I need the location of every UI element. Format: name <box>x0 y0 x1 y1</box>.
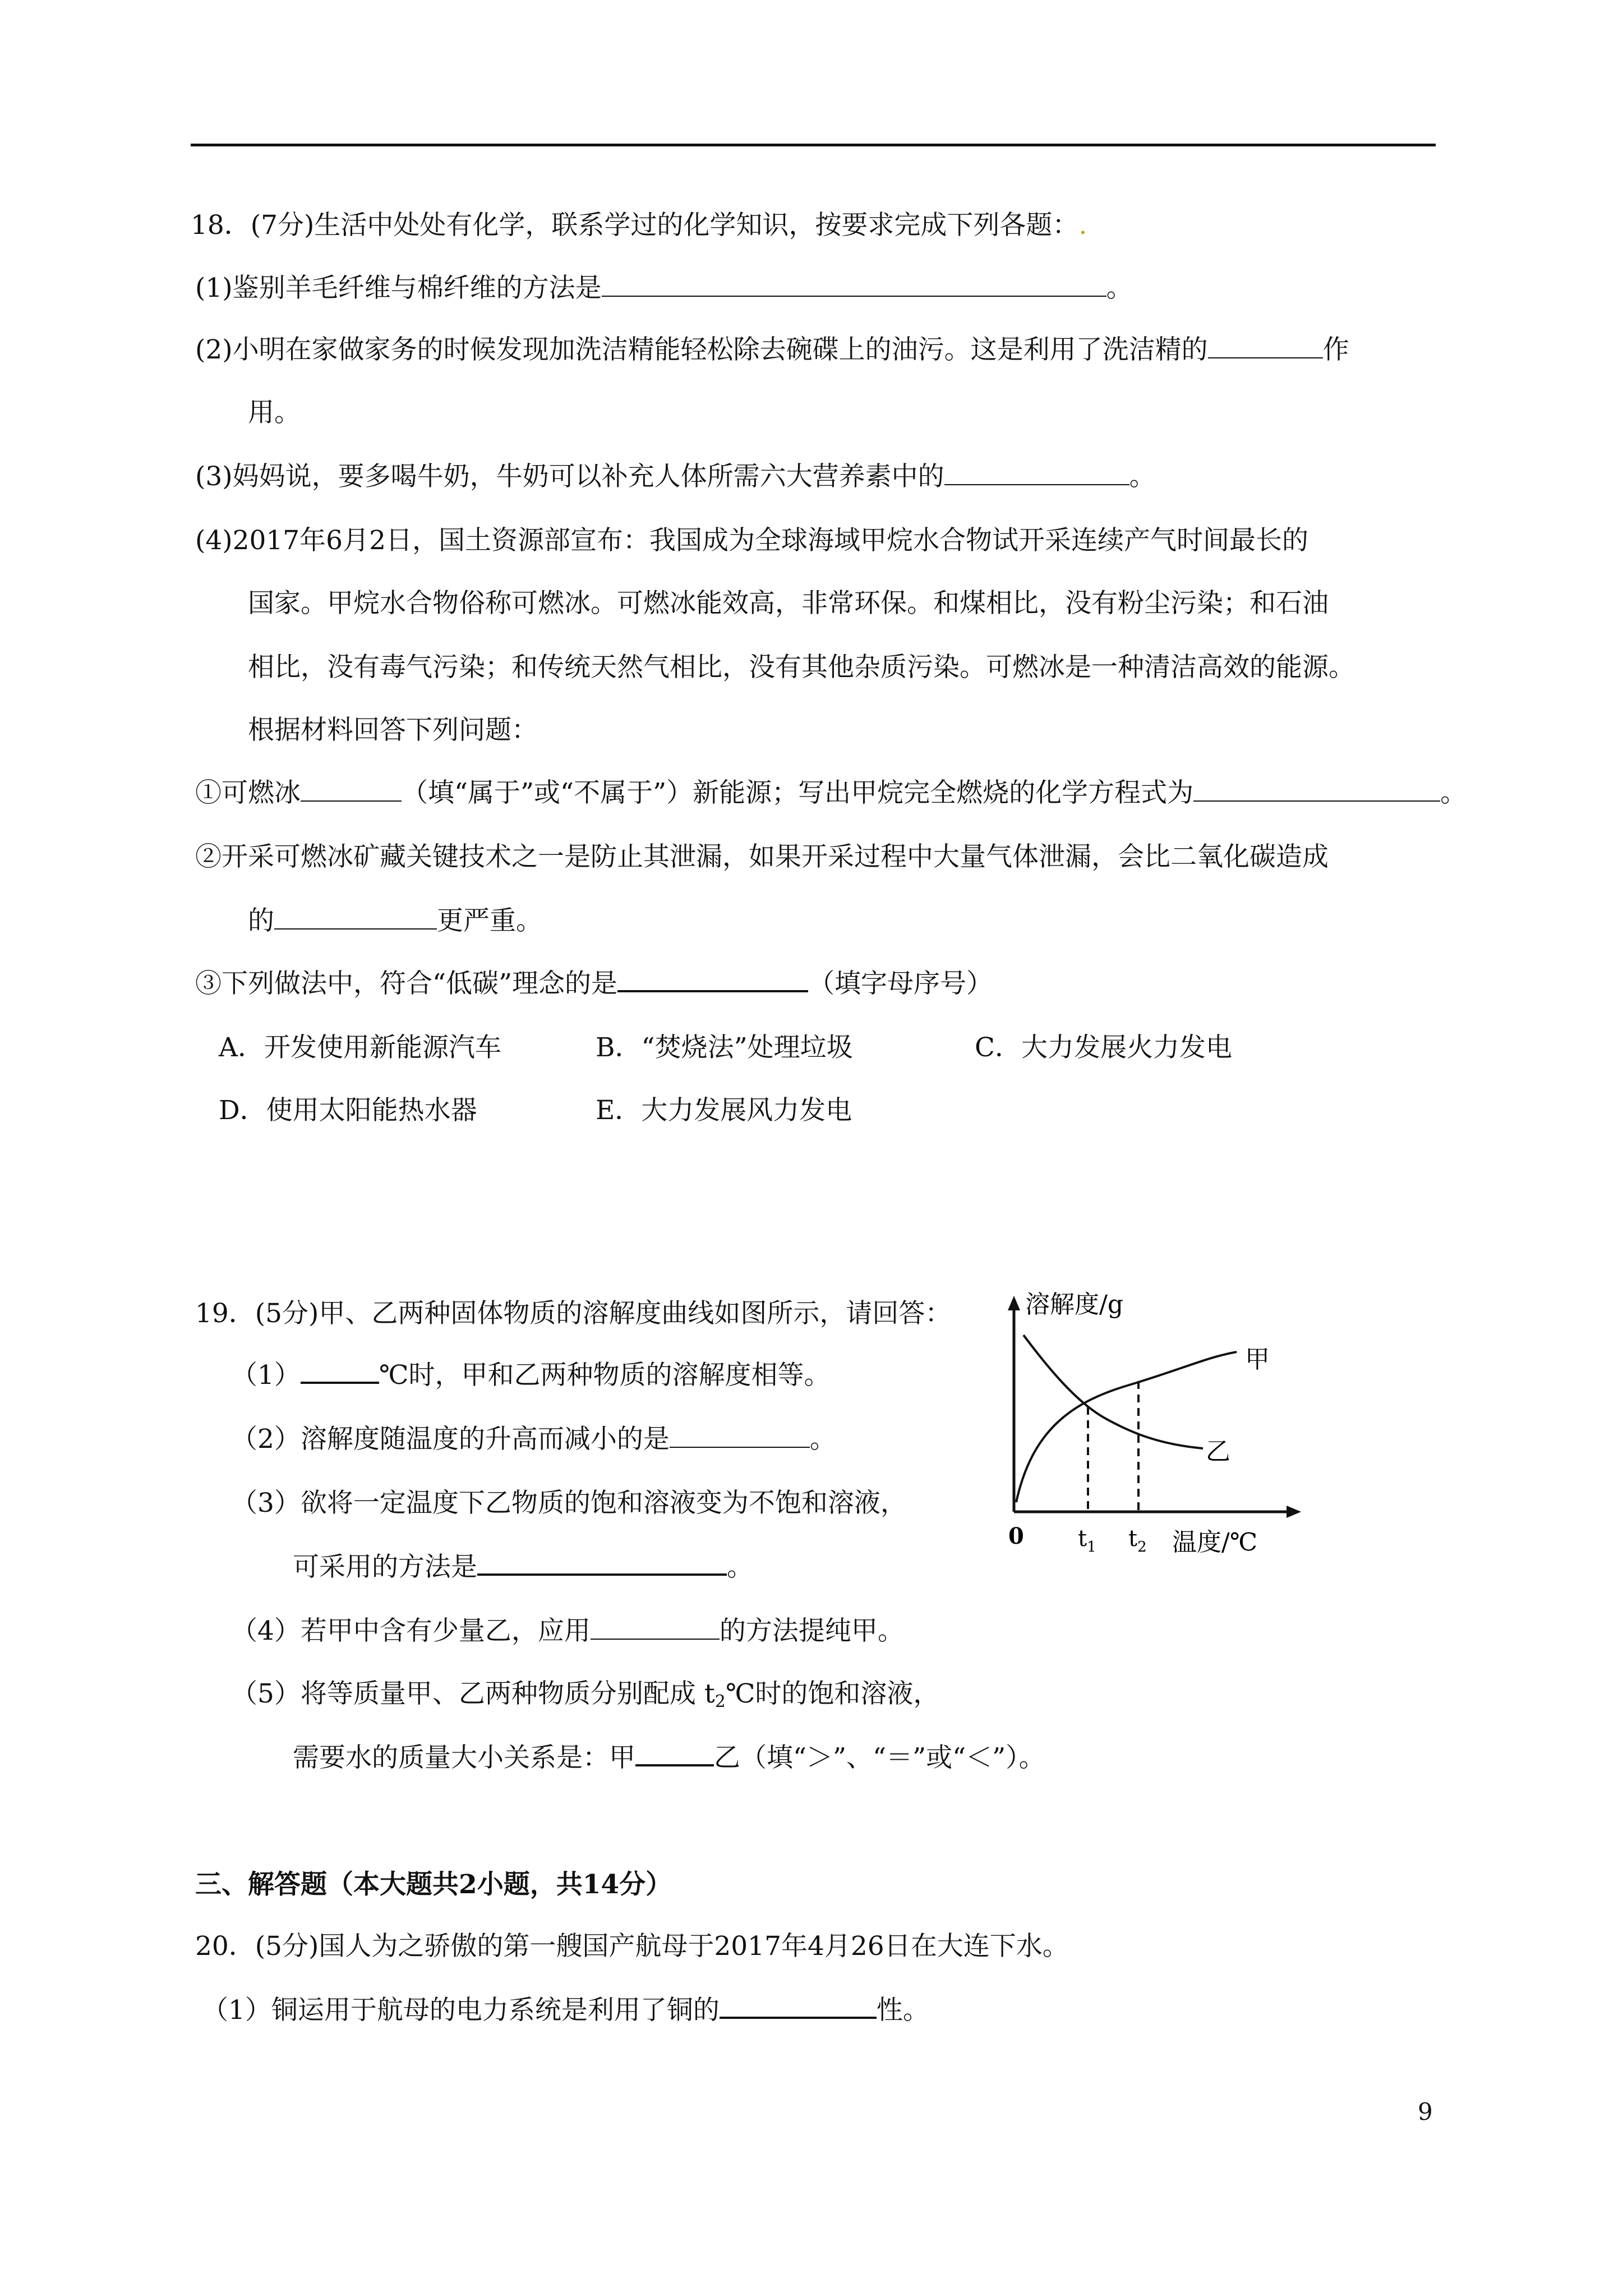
q18-sub2-line1: ②开采可燃冰矿藏关键技术之一是防止其泄漏，如果开采过程中大量气体泄漏，会比二氧化碳造成 <box>195 841 1329 872</box>
q18-sub1: ①可燃冰 （填“属于”或“不属于”）新能源；写出甲烷完全燃烧的化学方程式为 。 <box>195 777 1467 808</box>
q19-part3-line2: 可采用的方法是 。 <box>293 1552 753 1582</box>
answer-blank-10[interactable] <box>477 1551 727 1576</box>
q19-title: 19．(5分)甲、乙两种固体物质的溶解度曲线如图所示，请回答： <box>195 1298 952 1329</box>
page-number: 9 <box>1418 2098 1433 2125</box>
q18-part4-line2: 国家。甲烷水合物俗称可燃冰。可燃冰能效高，非常环保。和煤相比，没有粉尘污染；和石油 <box>248 588 1329 619</box>
answer-blank-7[interactable] <box>617 968 808 992</box>
option-e: E．大力发展风力发电 <box>596 1095 852 1126</box>
solubility-graph <box>1004 1290 1318 1582</box>
option-b: B．“焚烧法”处理垃圾 <box>596 1032 853 1063</box>
answer-blank-9[interactable] <box>670 1424 810 1448</box>
q18-part4-line3: 相比，没有毒气污染；和传统天然气相比，没有其他杂质污染。可燃冰是一种清洁高效的能源。 <box>248 652 1355 683</box>
q18-part4-line4: 根据材料回答下列问题： <box>248 715 538 746</box>
q18-title: 18．(7分)生活中处处有化学，联系学过的化学知识，按要求完成下列各题：. <box>191 210 1087 241</box>
label-yi: 乙 <box>1206 1437 1230 1466</box>
answer-blank-5[interactable] <box>1193 778 1440 802</box>
answer-blank-3[interactable] <box>944 462 1129 485</box>
q18-part4-line1: (4)2017年6月2日，国土资源部宣布：我国成为全球海域甲烷水合物试开采连续产气时间最长的 <box>195 525 1308 556</box>
q18-part3: (3)妈妈说，要多喝牛奶，牛奶可以补充人体所需六大营养素中的 。 <box>195 461 1156 492</box>
option-a: A．开发使用新能源汽车 <box>219 1032 501 1063</box>
answer-blank-13[interactable] <box>720 1994 877 2019</box>
answer-blank-6[interactable] <box>274 906 437 930</box>
answer-blank-8[interactable] <box>301 1359 379 1384</box>
option-d: D．使用太阳能热水器 <box>219 1095 477 1126</box>
y-axis-arrow <box>1008 1296 1020 1310</box>
q19-part4: （4）若甲中含有少量乙，应用 的方法提纯甲。 <box>231 1616 904 1646</box>
label-jia: 甲 <box>1245 1345 1270 1374</box>
q20-title: 20．(5分)国人为之骄傲的第一艘国产航母于2017年4月26日在大连下水。 <box>195 1931 1069 1962</box>
curve-jia <box>1016 1352 1237 1502</box>
origin-label: 0 <box>1008 1523 1024 1549</box>
q18-part2-cont: 用。 <box>248 397 301 428</box>
answer-blank-12[interactable] <box>635 1742 714 1766</box>
y-axis-label: 溶解度/g <box>1025 1290 1123 1319</box>
q19-part1: （1） ℃时，甲和乙两种物质的溶解度相等。 <box>231 1360 831 1391</box>
header-rule <box>191 144 1436 146</box>
stray-dot: . <box>1078 210 1087 241</box>
answer-blank-2[interactable] <box>1208 335 1323 358</box>
q18-sub2-line2: 的 更严重。 <box>248 905 542 936</box>
q19-part3-line1: （3）欲将一定温度下乙物质的饱和溶液变为不饱和溶液， <box>231 1488 907 1519</box>
t2-label: $t_2$ <box>1128 1526 1147 1556</box>
q20-part1: （1）铜运用于航母的电力系统是利用了铜的 性。 <box>202 1995 929 2026</box>
answer-blank-4[interactable] <box>301 778 402 802</box>
answer-blank-1[interactable] <box>602 273 1106 297</box>
q18-part2: (2)小明在家做家务的时候发现加洗洁精能轻松除去碗碟上的油污。这是利用了洗洁精的 作 <box>195 334 1349 365</box>
q19-part5: （5）将等质量甲、乙两种物质分别配成 $t_2℃$时的饱和溶液， <box>231 1678 940 1711</box>
t1-label: $t_1$ <box>1078 1526 1096 1556</box>
q19-part6: 需要水的质量大小关系是：甲 乙（填“＞”、“＝”或“＜”）。 <box>293 1742 1045 1773</box>
q18-part1: (1)鉴别羊毛纤维与棉纤维的方法是 。 <box>195 273 1133 303</box>
q19-part2: （2）溶解度随温度的升高而减小的是 。 <box>231 1424 836 1455</box>
option-c: C．大力发展火力发电 <box>975 1032 1232 1063</box>
x-axis-label: 温度/℃ <box>1172 1528 1258 1557</box>
section-3-heading: 三、解答题（本大题共2小题，共14分） <box>195 1869 672 1900</box>
q18-sub3: ③下列做法中，符合“低碳”理念的是 （填字母序号） <box>195 968 993 999</box>
x-axis-arrow <box>1287 1506 1301 1518</box>
answer-blank-11[interactable] <box>591 1616 720 1640</box>
